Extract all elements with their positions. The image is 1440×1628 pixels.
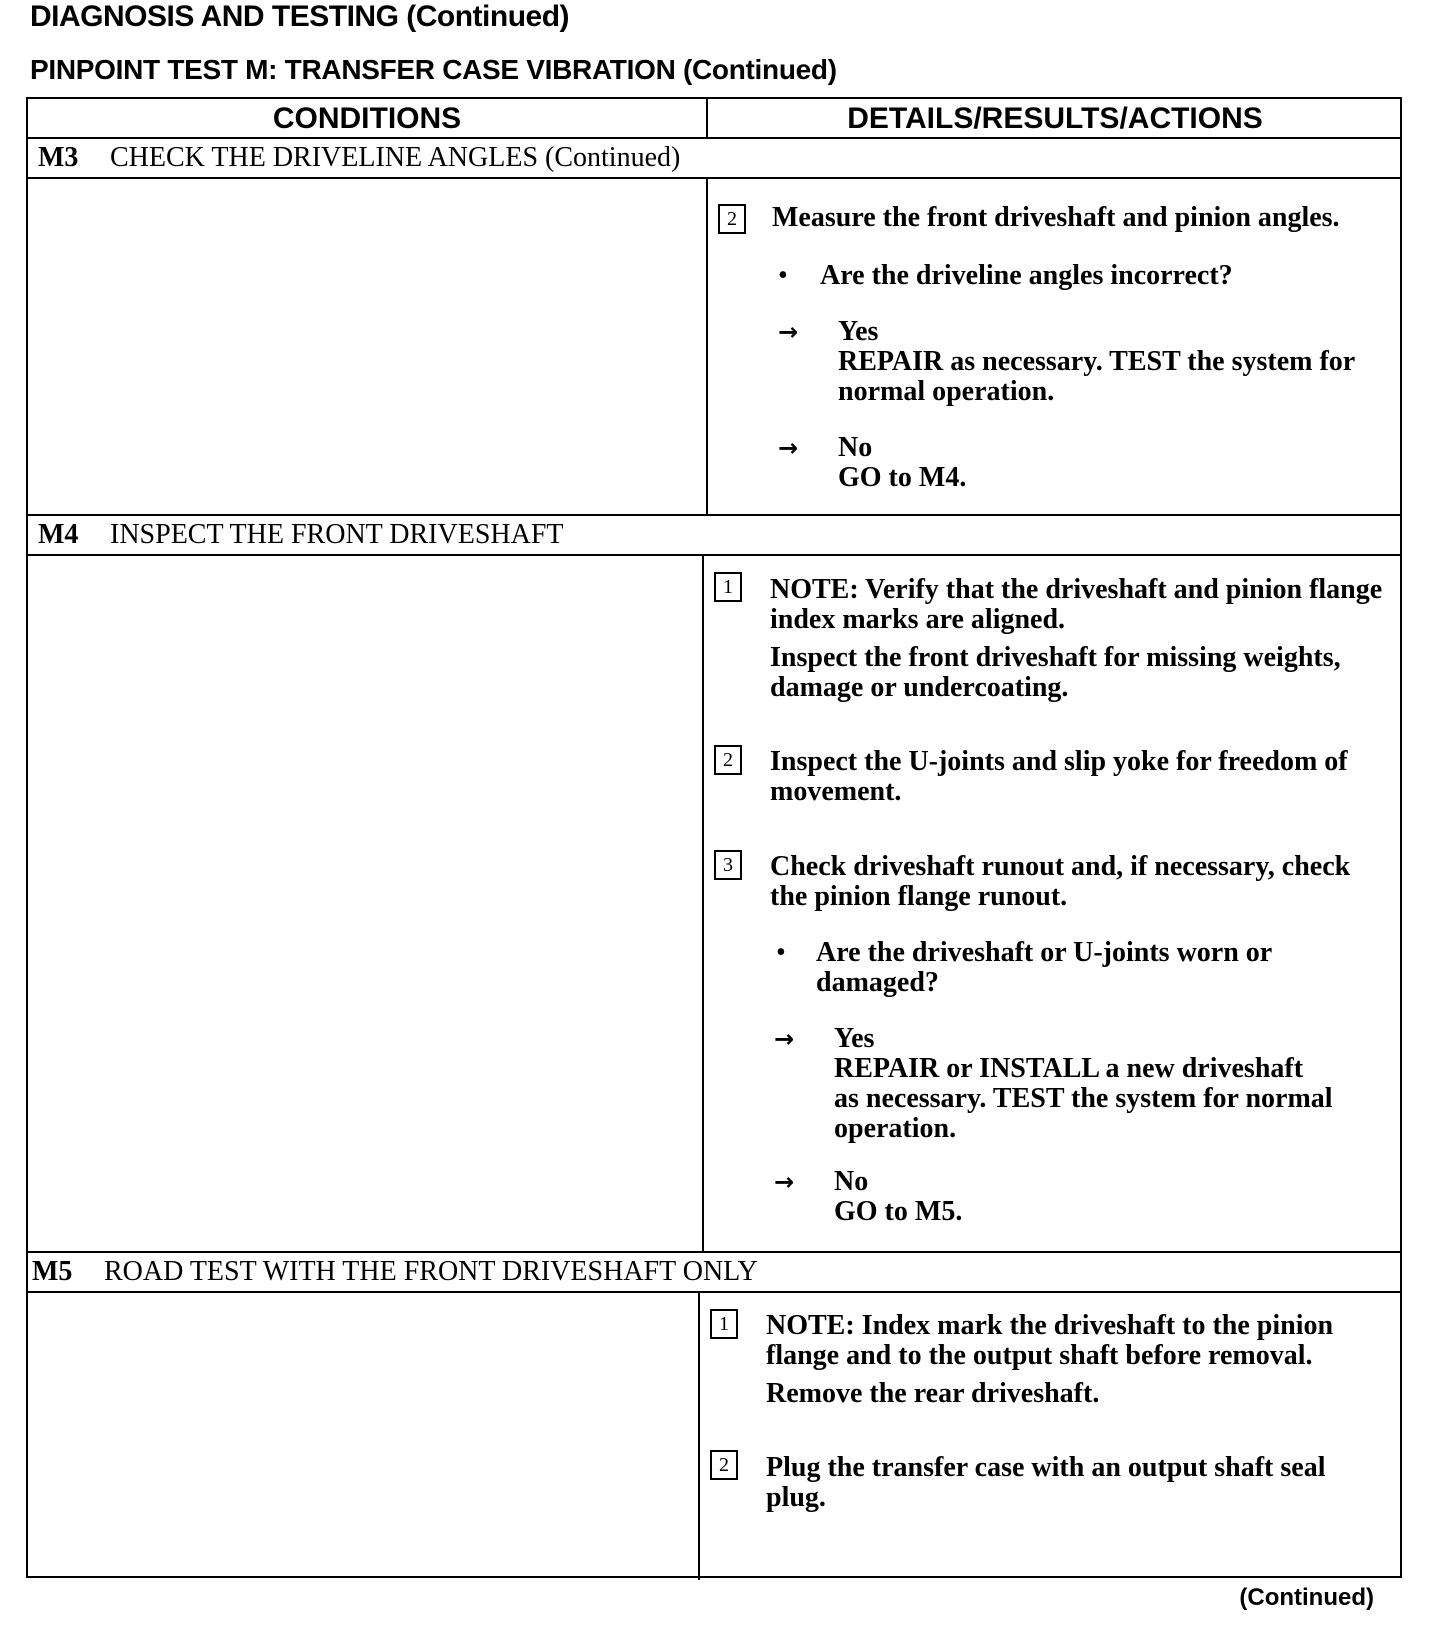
note-label: NOTE:: [766, 1310, 855, 1341]
note-text: NOTE: Index mark the driveshaft to the pinion flange and to the output shaft before removal.: [766, 1310, 1334, 1371]
answer-label: Yes: [838, 316, 879, 347]
action-text: Plug the transfer case with an output shaft seal plug.: [766, 1452, 1326, 1513]
column-header-conditions: CONDITIONS: [272, 102, 462, 135]
step-header-m3: [38, 138, 680, 178]
result-no: [834, 1167, 1334, 1227]
column-divider: [698, 1291, 700, 1580]
step-number-box: 2: [710, 1450, 738, 1480]
step-number-box: 1: [710, 1309, 738, 1339]
action-text: Measure the front driveshaft and pinion angles.: [772, 202, 1340, 233]
step-link[interactable]: M4: [918, 462, 960, 493]
question-text: Are the driveshaft or U-joints worn or damaged?: [816, 937, 1272, 998]
answer-label: No: [838, 432, 873, 463]
column-header-details: DETAILS/RESULTS/ACTIONS: [847, 102, 1263, 135]
action-text: Remove the rear driveshaft.: [766, 1378, 1100, 1409]
step-title: CHECK THE DRIVELINE ANGLES (Continued): [110, 142, 681, 173]
step-number-box: 3: [714, 850, 742, 880]
arrow-right-icon: →: [778, 318, 799, 346]
bullet: •: [776, 937, 786, 968]
step-link[interactable]: M5: [914, 1196, 956, 1227]
arrow-right-icon: →: [778, 434, 799, 462]
bullet: •: [778, 260, 788, 291]
answer-action: GO to M4.: [838, 462, 967, 493]
step-id: M3: [38, 142, 79, 173]
step-title: INSPECT THE FRONT DRIVESHAFT: [110, 519, 564, 550]
step-id: M5: [32, 1256, 73, 1287]
page-title: DIAGNOSIS AND TESTING (Continued): [30, 0, 570, 33]
step-header-m5: [32, 1252, 758, 1292]
note-text: NOTE: Verify that the driveshaft and pinion flange index marks are aligned.: [770, 574, 1383, 635]
continued-label: (Continued): [1239, 1584, 1374, 1611]
note-label: NOTE:: [770, 574, 859, 605]
step-id: M4: [38, 519, 79, 550]
answer-action: REPAIR or INSTALL a new driveshaft as necessary. TEST the system for normal operation.: [834, 1053, 1333, 1144]
result-yes: [834, 1024, 1334, 1144]
column-divider: [702, 554, 704, 1253]
pinpoint-test-table: [26, 97, 1402, 1578]
answer-action: GO to M5.: [834, 1196, 963, 1227]
answer-label: Yes: [834, 1023, 875, 1054]
action-text: Inspect the U-joints and slip yoke for freedom of movement.: [770, 746, 1348, 807]
step-number-box: 2: [718, 204, 746, 234]
arrow-right-icon: →: [774, 1025, 795, 1053]
step-number-box: 1: [714, 572, 742, 602]
action-text: Inspect the front driveshaft for missing weights, damage or undercoating.: [770, 642, 1341, 703]
pinpoint-test-title: PINPOINT TEST M: TRANSFER CASE VIBRATION (Continued): [30, 54, 837, 85]
result-no: [838, 433, 1378, 493]
arrow-right-icon: →: [774, 1168, 795, 1196]
column-divider: [706, 99, 708, 139]
column-divider: [706, 177, 708, 516]
answer-action: REPAIR as necessary. TEST the system for normal operation.: [838, 346, 1355, 407]
step-title: ROAD TEST WITH THE FRONT DRIVESHAFT ONLY: [104, 1256, 758, 1287]
answer-label: No: [834, 1166, 869, 1197]
question-text: Are the driveline angles incorrect?: [820, 260, 1233, 291]
action-text: Check driveshaft runout and, if necessary, check the pinion flange runout.: [770, 851, 1351, 912]
step-header-m4: [38, 515, 564, 555]
result-yes: [838, 317, 1378, 407]
step-number-box: 2: [714, 745, 742, 775]
